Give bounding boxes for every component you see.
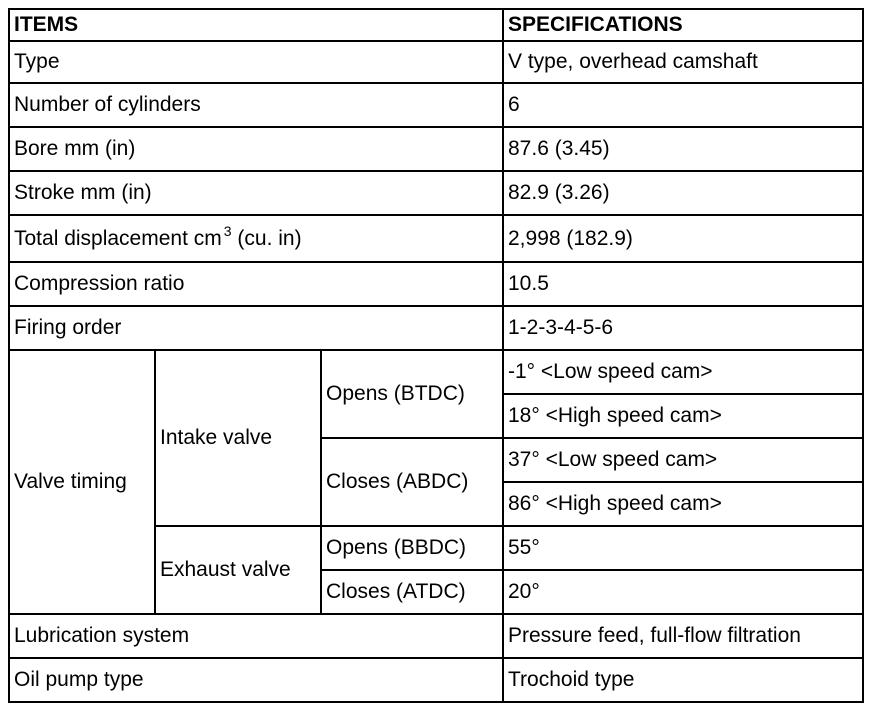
oil-pump-value: Trochoid type xyxy=(503,658,863,702)
table-row xyxy=(9,41,863,83)
table-row xyxy=(9,350,863,394)
oil-pump-label: Oil pump type xyxy=(9,658,503,702)
exhaust-closes-label: Closes (ATDC) xyxy=(321,570,503,614)
intake-closes-high-value: 86° <High speed cam> xyxy=(503,482,863,526)
type-value: V type, overhead camshaft xyxy=(503,41,863,83)
exhaust-closes-value: 20° xyxy=(503,570,863,614)
exhaust-opens-label: Opens (BBDC) xyxy=(321,526,503,570)
table-row xyxy=(9,262,863,306)
type-label: Type xyxy=(9,41,503,83)
bore-label: Bore mm (in) xyxy=(9,127,503,171)
table-row xyxy=(9,83,863,127)
header-row xyxy=(9,9,863,41)
table-row xyxy=(9,171,863,215)
intake-opens-high-value: 18° <High speed cam> xyxy=(503,394,863,438)
displacement-label-superscript: 3 xyxy=(223,222,232,239)
table-row xyxy=(9,658,863,702)
intake-opens-label: Opens (BTDC) xyxy=(321,350,503,438)
engine-specifications-table xyxy=(8,8,864,703)
intake-valve-label: Intake valve xyxy=(155,350,321,526)
exhaust-opens-value: 55° xyxy=(503,526,863,570)
cylinders-value: 6 xyxy=(503,83,863,127)
table-row xyxy=(9,127,863,171)
compression-label: Compression ratio xyxy=(9,262,503,306)
bore-value: 87.6 (3.45) xyxy=(503,127,863,171)
specifications-header: SPECIFICATIONS xyxy=(503,9,863,41)
table-row xyxy=(9,215,863,262)
intake-closes-low-value: 37° <Low speed cam> xyxy=(503,438,863,482)
stroke-value: 82.9 (3.26) xyxy=(503,171,863,215)
table-row xyxy=(9,614,863,658)
table-row xyxy=(9,306,863,350)
displacement-label-main: Total displacement cm xyxy=(14,226,222,250)
firing-order-label: Firing order xyxy=(9,306,503,350)
firing-order-value: 1-2-3-4-5-6 xyxy=(503,306,863,350)
items-header: ITEMS xyxy=(9,9,503,41)
lubrication-label: Lubrication system xyxy=(9,614,503,658)
displacement-label xyxy=(9,215,503,262)
compression-value: 10.5 xyxy=(503,262,863,306)
cylinders-label: Number of cylinders xyxy=(9,83,503,127)
intake-opens-low-value: -1° <Low speed cam> xyxy=(503,350,863,394)
lubrication-value: Pressure feed, full-flow filtration xyxy=(503,614,863,658)
exhaust-valve-label: Exhaust valve xyxy=(155,526,321,614)
valve-timing-label: Valve timing xyxy=(9,350,155,614)
stroke-label: Stroke mm (in) xyxy=(9,171,503,215)
displacement-label-unit: (cu. in) xyxy=(237,226,302,250)
intake-closes-label: Closes (ABDC) xyxy=(321,438,503,526)
displacement-value: 2,998 (182.9) xyxy=(503,215,863,262)
